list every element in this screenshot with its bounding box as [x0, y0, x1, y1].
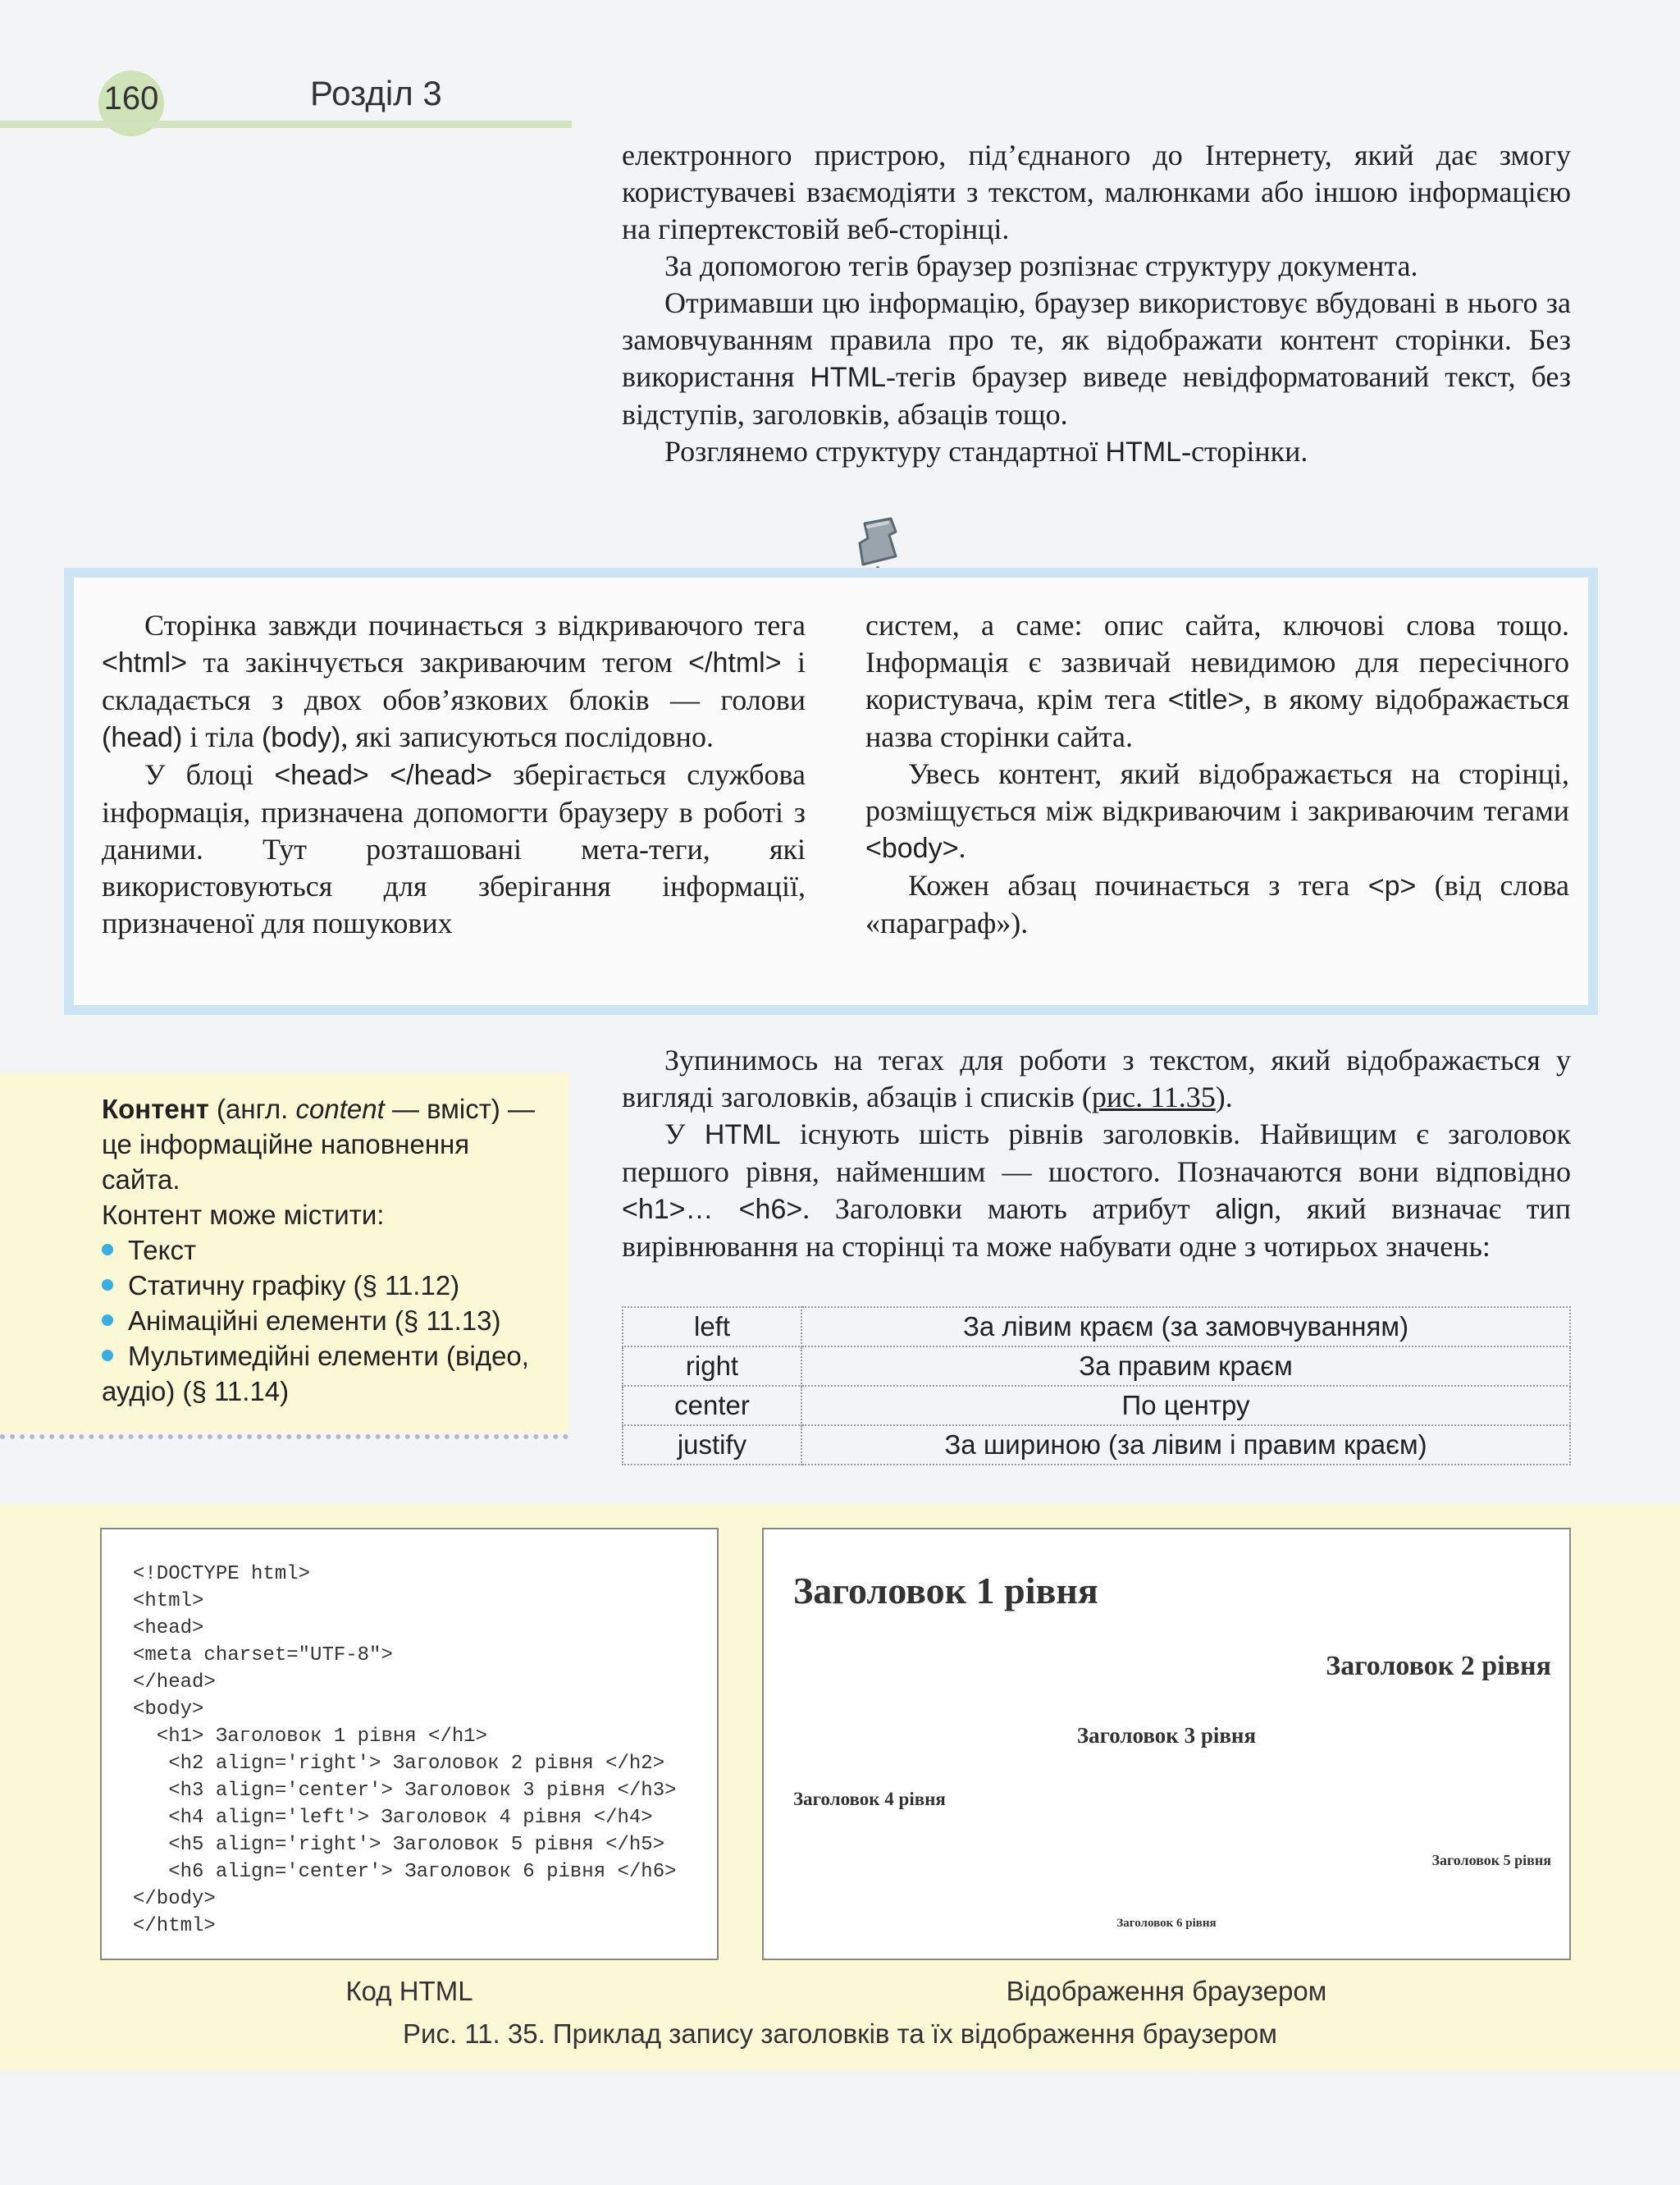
html-term: HTML — [704, 1119, 781, 1150]
table-row — [623, 1386, 1570, 1425]
align-value: left — [623, 1307, 801, 1346]
tag-term: <h1>… <h6> — [622, 1194, 803, 1225]
text-run: , які записуються послідовно. — [340, 720, 714, 753]
heading-level-4: Заголовок 4 рівня — [793, 1789, 946, 1809]
text-run: . — [958, 831, 966, 864]
code-line: <h1> Заголовок 1 рівня </h1> — [133, 1726, 488, 1748]
text-run: — вміст) — це інформаційне наповнення сайта. — [102, 1094, 536, 1195]
code-line: <h3 align='center'> Заголовок 3 рівня </h3> — [133, 1780, 677, 1802]
list-item-label: Статичну графіку (§ 11.12) — [128, 1270, 460, 1300]
definition-term: Контент — [102, 1094, 209, 1124]
heading-level-1: Заголовок 1 рівня — [793, 1570, 1098, 1611]
text-run: (англ. — [208, 1094, 296, 1124]
note-paragraph — [102, 607, 806, 757]
text-run: існують шість рівнів заголовків. Найвищим є заголовок першого рівня, найменшим — шостого. Позначаются вони відповідно — [622, 1118, 1571, 1188]
align-value: justify — [623, 1425, 801, 1465]
list-item — [102, 1232, 545, 1268]
tag-term: (head) — [102, 722, 183, 753]
header-rule — [0, 121, 572, 128]
tag-term: </html> — [688, 647, 782, 679]
note-paragraph — [865, 607, 1569, 756]
tag-term: (body) — [261, 722, 341, 753]
definition-lead: Контент може містити: — [102, 1200, 385, 1230]
code-line: </html> — [133, 1915, 216, 1937]
code-line: <html> — [133, 1590, 204, 1612]
code-line: <h4 align='left'> Заголовок 4 рівня </h4> — [133, 1807, 653, 1829]
code-line: </head> — [133, 1671, 216, 1694]
text-run: і тіла — [182, 720, 262, 753]
list-item — [102, 1268, 545, 1303]
english-word: content — [295, 1094, 385, 1124]
code-line: </body> — [133, 1888, 216, 1910]
text-run: зберігається службова інформація, призначена допомогти браузеру в роботі з даними. Тут розташовані мета-теги, які використовуються для зберігання інформації, призначеної для пошукових — [102, 758, 806, 939]
text-run: Увесь контент, який відображається на сторінці, розміщується між відкриваючим і закриваючим тегами — [865, 757, 1569, 827]
page-number: 160 — [103, 80, 159, 117]
align-description: За шириною (за лівим і правим краєм) — [801, 1425, 1570, 1465]
text-run: . Заголовки мають атрибут — [802, 1192, 1216, 1225]
table-row — [623, 1425, 1570, 1465]
align-description: За правим краєм — [801, 1346, 1570, 1386]
tag-term: <head> </head> — [274, 760, 493, 791]
definition-paragraph — [102, 1091, 545, 1197]
align-description: За лівим краєм (за замовчуванням) — [801, 1307, 1570, 1346]
tag-term: align — [1215, 1194, 1275, 1225]
main-paragraph — [622, 1042, 1571, 1116]
bullet-icon — [102, 1350, 113, 1361]
code-line: <h2 align='right'> Заголовок 2 рівня </h2> — [133, 1753, 665, 1775]
align-description: По центру — [801, 1386, 1570, 1425]
list-item-label: Анімаційні елементи (§ 11.13) — [128, 1305, 501, 1336]
text-run: , в якому відображається назва сторінки сайта. — [865, 683, 1569, 753]
heading-level-2: Заголовок 2 рівня — [1326, 1651, 1551, 1681]
browser-render-panel — [762, 1528, 1571, 1960]
tag-term: <body> — [865, 833, 959, 864]
bullet-icon — [102, 1279, 113, 1291]
table-row — [623, 1346, 1570, 1386]
note-paragraph — [865, 756, 1569, 867]
code-line: <meta charset="UTF-8"> — [133, 1644, 393, 1666]
list-item-label: Мультимедійні елементи (відео, аудіо) (§ 11.14) — [102, 1341, 529, 1406]
note-left-column — [102, 607, 806, 942]
code-panel-label: Код HTML — [345, 1976, 473, 2006]
main-paragraph — [622, 1116, 1571, 1265]
table-row — [623, 1307, 1570, 1346]
note-paragraph — [102, 757, 806, 942]
code-line: <h6 align='center'> Заголовок 6 рівня </h6> — [133, 1861, 677, 1883]
text-run: Кожен абзац починається з тега — [908, 869, 1368, 902]
heading-level-5: Заголовок 5 рівня — [1431, 1852, 1551, 1868]
code-line: <!DOCTYPE html> — [133, 1563, 311, 1585]
note-paragraph — [865, 867, 1569, 942]
tag-term: <title> — [1167, 684, 1244, 715]
intro-paragraph — [622, 285, 1571, 433]
tag-term: <html> — [102, 647, 187, 679]
text-run: -сторінки. — [1181, 435, 1308, 468]
heading-level-3: Заголовок 3 рівня — [1076, 1723, 1257, 1748]
code-listing — [133, 1561, 677, 1940]
text-run: систем, а саме: опис сайта, ключові слова тощо. Інформація є зазвичай невидимою для пересічного користувача, крім тега — [865, 609, 1569, 715]
bullet-icon — [102, 1244, 113, 1255]
chapter-title: Розділ 3 — [310, 74, 442, 112]
code-line: <h5 align='right'> Заголовок 5 рівня </h5> — [133, 1834, 665, 1856]
figure-caption: Рис. 11. 35. Приклад запису заголовків та їх відображення браузером — [403, 2018, 1277, 2049]
intro-text — [622, 137, 1571, 471]
tag-term: <p> — [1367, 871, 1417, 902]
intro-paragraph: електронного пристрою, під’єднаного до Інтернету, який дає змогу користувачеві взаємодіяти з текстом, малюнками або іншою інформацією на гіпертекстовій веб-сторінці. — [622, 139, 1571, 245]
code-line: <head> — [133, 1617, 204, 1639]
html-term: HTML — [1105, 437, 1182, 468]
browser-panel-label: Відображення браузером — [1006, 1976, 1327, 2006]
main-text — [622, 1042, 1571, 1265]
text-run: та закінчується закриваючим тегом — [186, 646, 689, 679]
text-run: У — [664, 1118, 705, 1150]
intro-paragraph — [622, 433, 1571, 471]
heading-level-6: Заголовок 6 рівня — [1116, 1917, 1217, 1930]
text-run: -тегів браузер виведе невідформатований текст, без відступів, заголовків, абзаців тощо. — [622, 360, 1571, 431]
text-run: Зупинимось на тегах для роботи з текстом, який відображається у вигляді заголовків, абзаців і списків ( — [622, 1044, 1571, 1113]
text-run: ). — [1215, 1081, 1233, 1113]
definition-text — [102, 1091, 545, 1409]
code-line: <body> — [133, 1698, 204, 1721]
code-panel — [100, 1528, 719, 1960]
list-item — [102, 1303, 545, 1338]
text-run: У блоці — [144, 758, 275, 791]
figure-reference-link[interactable]: рис. 11.35 — [1091, 1081, 1216, 1113]
align-values-table — [622, 1306, 1571, 1465]
list-item — [102, 1338, 545, 1409]
text-run: , який визначає тип вирівнювання на сторінці та може набувати одне з чотирьох значень: — [622, 1192, 1571, 1263]
text-run: Сторінка завжди починається з відкриваючого тега — [144, 609, 806, 642]
align-value: center — [623, 1386, 801, 1425]
intro-paragraph: За допомогою тегів браузер розпізнає структуру документа. — [664, 249, 1418, 282]
list-item-label: Текст — [128, 1235, 197, 1265]
text-run: Розглянемо структуру стандартної — [664, 435, 1106, 468]
text-run: і складається з двох обов’язкових блоків — голови — [102, 646, 806, 716]
text-run: Отримавши цю інформацію, браузер використовує вбудовані в нього за замовчуванням правила про те, як відображати контент сторінки. Без використання — [622, 286, 1571, 393]
html-term: HTML — [810, 362, 886, 393]
bullet-icon — [102, 1314, 113, 1326]
dotted-divider — [0, 1434, 568, 1439]
text-run: (від слова «параграф»). — [865, 869, 1570, 939]
align-value: right — [623, 1346, 801, 1386]
note-right-column — [865, 607, 1569, 942]
